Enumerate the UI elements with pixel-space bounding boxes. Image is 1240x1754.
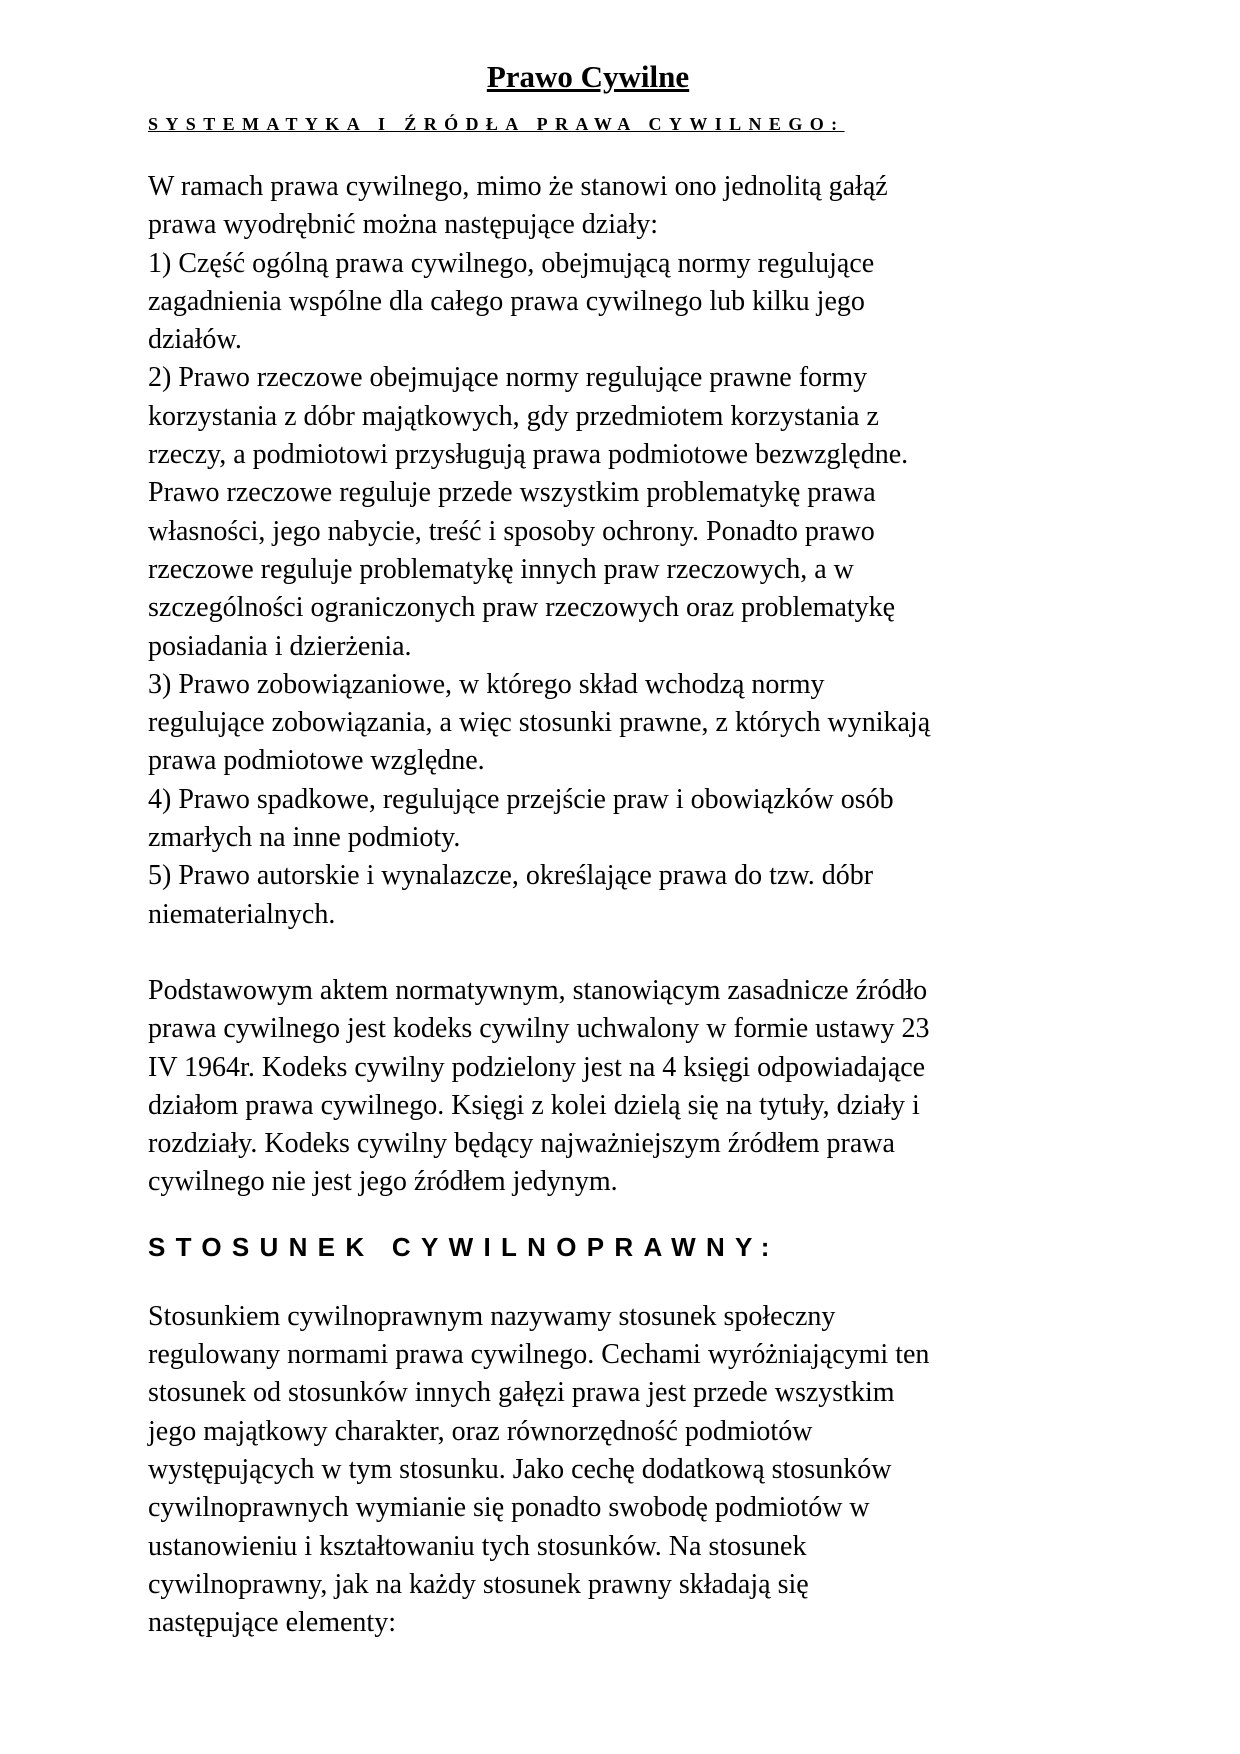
text-line: regulujące zobowiązania, a więc stosunki prawne, z których wynikają [148,707,931,739]
text-line: Podstawowym aktem normatywnym, stanowiącym zasadnicze źródło [148,974,928,1006]
section-heading-systematyka: SYSTEMATYKA I ŹRÓDŁA PRAWA CYWILNEGO: [148,114,845,134]
text-line: posiadania i dzierżenia. [148,630,412,662]
text-line: szczególności ograniczonych praw rzeczowych oraz problematykę [148,592,896,624]
text-line: korzystania z dóbr majątkowych, gdy przedmiotem korzystania z [148,400,879,432]
text-line: Prawo rzeczowe reguluje przede wszystkim problematykę prawa [148,477,876,509]
text-line: cywilnego nie jest jego źródłem jedynym. [148,1166,618,1198]
text-line: rzeczy, a podmiotowi przysługują prawa podmiotowe bezwzględne. [148,439,909,471]
text-line: zagadnienia wspólne dla całego prawa cywilnego lub kilku jego [148,285,865,317]
text-line: 3) Prawo zobowiązaniowe, w którego skład wchodzą normy [148,668,825,700]
text-line: IV 1964r. Kodeks cywilny podzielony jest na 4 księgi odpowiadające [148,1051,926,1083]
text-line: zmarłych na inne podmioty. [148,822,461,854]
text-line: własności, jego nabycie, treść i sposoby ochrony. Ponadto prawo [148,515,875,547]
text-line: Stosunkiem cywilnoprawnym nazywamy stosunek społeczny [148,1300,836,1332]
text-line: stosunek od stosunków innych gałęzi prawa jest przede wszystkim [148,1377,895,1409]
text-line: występujących w tym stosunku. Jako cechę dodatkową stosunków [148,1453,892,1485]
text-line: 4) Prawo spadkowe, regulujące przejście praw i obowiązków osób [148,783,894,815]
text-line: prawa wyodrębnić można następujące działy: [148,209,659,241]
text-line: cywilnoprawnych wymianie się ponadto swobodę podmiotów w [148,1492,870,1524]
text-line: prawa podmiotowe względne. [148,745,485,777]
text-line: prawa cywilnego jest kodeks cywilny uchwalony w formie ustawy 23 [148,1013,930,1045]
paragraph-stosunek [148,1298,1108,1643]
section-heading-stosunek: STOSUNEK CYWILNOPRAWNY: [148,1231,780,1262]
text-line: rzeczowe reguluje problematykę innych praw rzeczowych, a w [148,553,854,585]
text-line: 1) Część ogólną prawa cywilnego, obejmującą normy regulujące [148,247,875,279]
text-line: jego majątkowy charakter, oraz równorzędność podmiotów [148,1415,813,1447]
text-line: W ramach prawa cywilnego, mimo że stanowi ono jednolitą gałąź [148,171,888,202]
text-line: regulowany normami prawa cywilnego. Cechami wyróżniającymi ten [148,1339,930,1371]
document-title: Prawo Cywilne [486,59,690,94]
text-line: niematerialnych. [148,898,336,930]
text-line: 5) Prawo autorskie i wynalazcze, określające prawa do tzw. dóbr [148,860,874,892]
document-page [148,58,1108,1642]
text-line: działom prawa cywilnego. Księgi z kolei dzielą się na tytuły, działy i [148,1089,920,1121]
paragraph-kodeks [148,972,1108,1202]
text-line: 2) Prawo rzeczowe obejmujące normy regulujące prawne formy [148,362,868,394]
text-line: działów. [148,324,242,356]
text-line: ustanowieniu i kształtowaniu tych stosunków. Na stosunek [148,1530,807,1562]
text-line: cywilnoprawny, jak na każdy stosunek prawny składają się [148,1568,809,1600]
paragraph-systematyka [148,168,1108,934]
text-line: następujące elementy: [148,1607,396,1639]
text-line: rozdziały. Kodeks cywilny będący najważniejszym źródłem prawa [148,1128,895,1160]
